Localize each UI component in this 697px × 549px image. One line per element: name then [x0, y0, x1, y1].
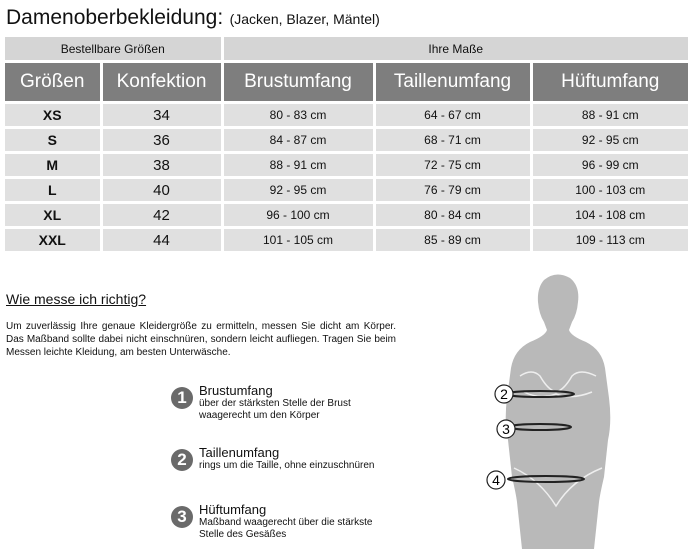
step-title: Hüftumfang [199, 502, 267, 517]
cell-konfektion: 42 [101, 203, 222, 228]
cell-brust: 88 - 91 cm [222, 153, 374, 178]
marker-4 [487, 471, 505, 489]
cell-huefte: 88 - 91 cm [531, 103, 688, 128]
cell-size: M [5, 153, 101, 178]
cell-taille: 68 - 71 cm [374, 128, 531, 153]
page-title [6, 6, 380, 30]
step-title: Taillenumfang [199, 445, 280, 460]
cell-taille: 76 - 79 cm [374, 178, 531, 203]
cell-brust: 96 - 100 cm [222, 203, 374, 228]
marker-label: 3 [502, 421, 510, 437]
howto-text: Um zuverlässig Ihre genaue Kleidergröße zu ermitteln, messen Sie dicht am Körper. Das Maßband sollte dabei nicht einschnüren, sondern leicht aufliegen. Tragen Sie beim Messen leichte Kleidung, am besten Unterwäsche. [6, 321, 396, 358]
step-number-badge: 2 [171, 449, 193, 471]
table-row [5, 128, 688, 153]
cell-huefte: 96 - 99 cm [531, 153, 688, 178]
col-header-konfektion: Konfektion [101, 62, 222, 103]
table-row [5, 153, 688, 178]
step-description [199, 460, 374, 472]
cell-brust: 84 - 87 cm [222, 128, 374, 153]
howto-title: Wie messe ich richtig? [6, 291, 147, 307]
cell-taille: 72 - 75 cm [374, 153, 531, 178]
cell-konfektion: 40 [101, 178, 222, 203]
group-bestellbar: Bestellbare Größen [5, 37, 222, 62]
cell-taille: 85 - 89 cm [374, 228, 531, 253]
size-table [5, 37, 688, 254]
cell-taille: 80 - 84 cm [374, 203, 531, 228]
cell-huefte: 100 - 103 cm [531, 178, 688, 203]
title-subtitle: (Jacken, Blazer, Mäntel) [229, 11, 380, 27]
step-desc-line: Stelle des Gesäßes [199, 529, 287, 540]
cell-huefte: 104 - 108 cm [531, 203, 688, 228]
step-title: Brustumfang [199, 383, 273, 398]
body-figure [460, 272, 660, 549]
step-desc-line: über der stärksten Stelle der Brust [199, 398, 351, 409]
marker-3 [497, 420, 515, 438]
step-desc-line: Maßband waagerecht über die stärkste [199, 517, 373, 528]
cell-brust: 92 - 95 cm [222, 178, 374, 203]
marker-label: 2 [500, 386, 508, 402]
table-row [5, 103, 688, 128]
table-row [5, 178, 688, 203]
table-header-row [5, 62, 688, 103]
cell-huefte: 92 - 95 cm [531, 128, 688, 153]
cell-size: XS [5, 103, 101, 128]
table-group-header [5, 37, 688, 62]
table-row [5, 228, 688, 253]
cell-konfektion: 34 [101, 103, 222, 128]
table-row [5, 203, 688, 228]
cell-taille: 64 - 67 cm [374, 103, 531, 128]
step-desc-line: waagerecht um den Körper [199, 410, 320, 421]
cell-konfektion: 38 [101, 153, 222, 178]
cell-brust: 101 - 105 cm [222, 228, 374, 253]
col-header-taillenumfang: Taillenumfang [374, 62, 531, 103]
step-number-badge: 1 [171, 387, 193, 409]
cell-size: XXL [5, 228, 101, 253]
title-main: Damenoberbekleidung: [6, 6, 224, 29]
cell-brust: 80 - 83 cm [222, 103, 374, 128]
cell-konfektion: 44 [101, 228, 222, 253]
marker-label: 4 [492, 472, 500, 488]
body-silhouette [506, 274, 611, 549]
step-number-badge: 3 [171, 506, 193, 528]
cell-size: S [5, 128, 101, 153]
col-header-groessen: Größen [5, 62, 101, 103]
step-description [199, 398, 351, 422]
cell-huefte: 109 - 113 cm [531, 228, 688, 253]
step-description [199, 517, 372, 541]
group-masse: Ihre Maße [222, 37, 688, 62]
cell-size: XL [5, 203, 101, 228]
marker-2 [495, 385, 513, 403]
cell-size: L [5, 178, 101, 203]
col-header-hueftumfang: Hüftumfang [531, 62, 688, 103]
col-header-brustumfang: Brustumfang [222, 62, 374, 103]
cell-konfektion: 36 [101, 128, 222, 153]
step-desc-line: rings um die Taille, ohne einzuschnüren [199, 460, 375, 471]
